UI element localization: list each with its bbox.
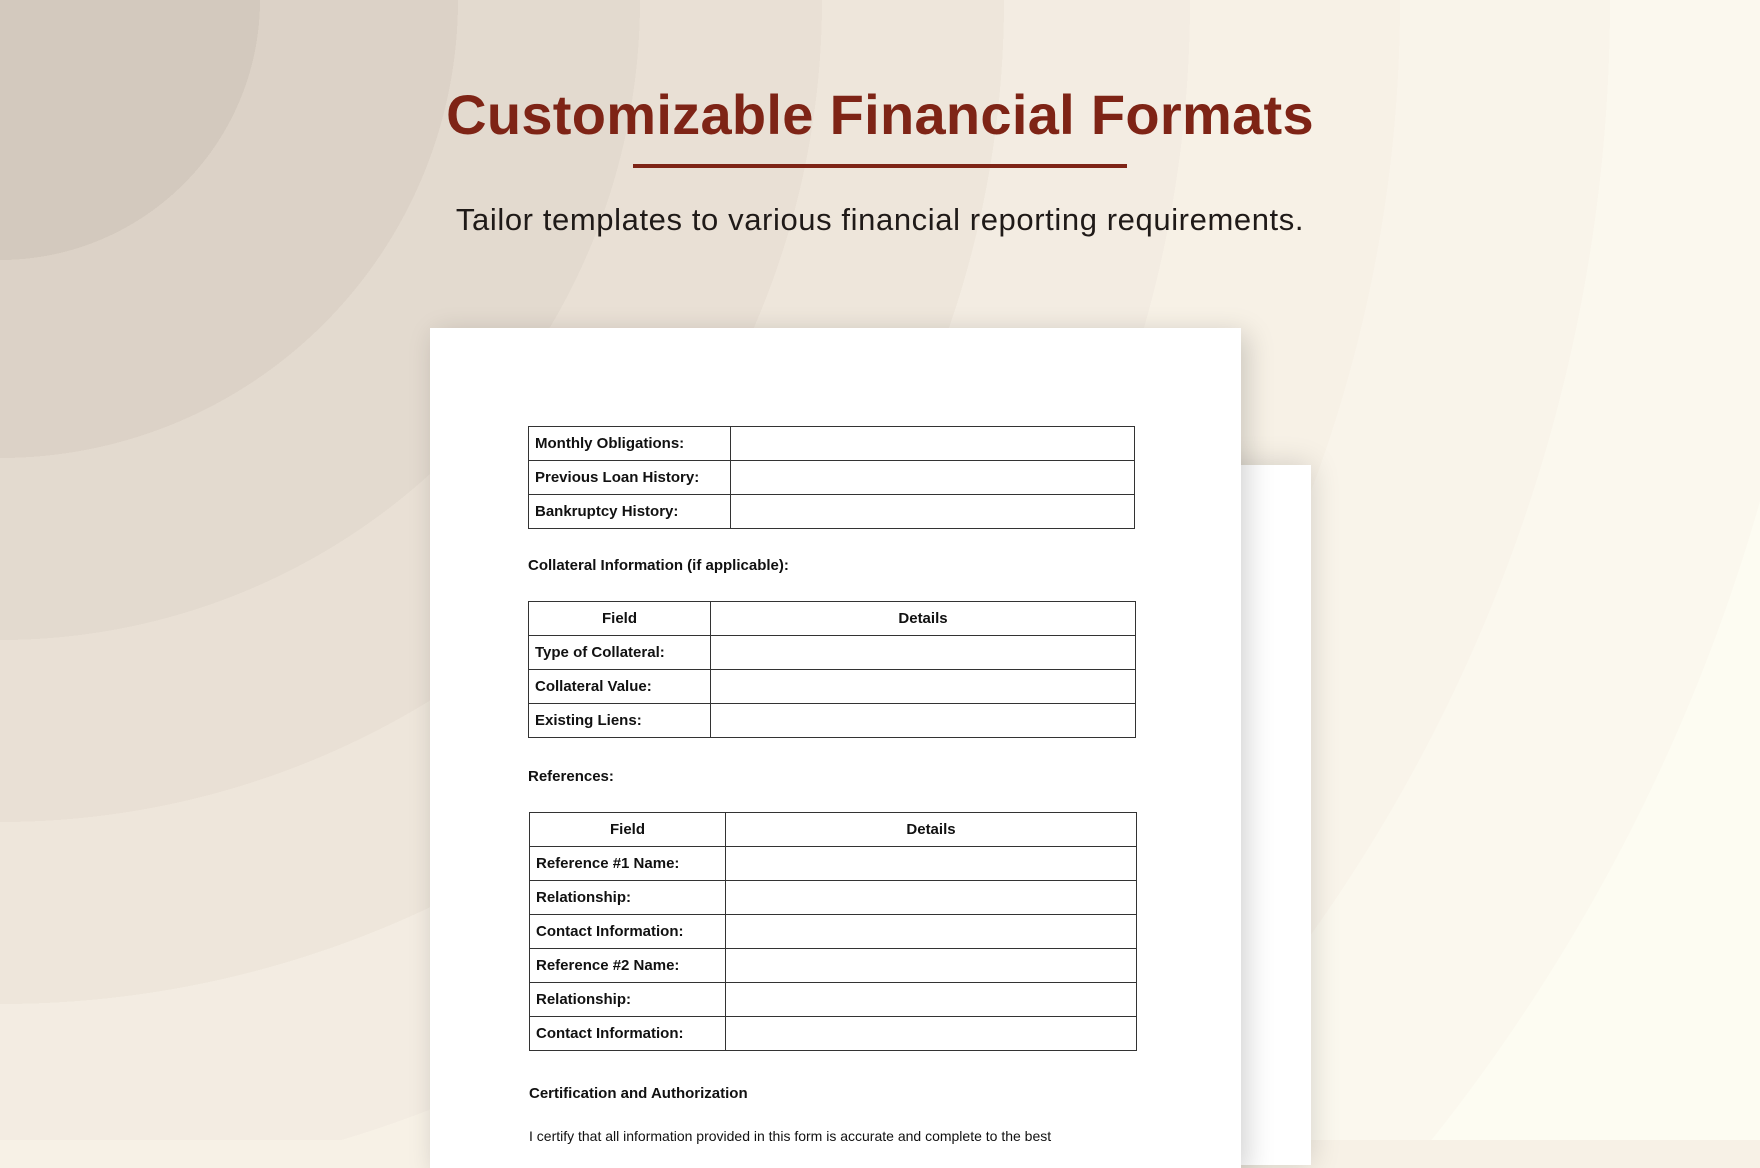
- row-label: Bankruptcy History:: [529, 495, 731, 529]
- row-label: Collateral Value:: [529, 670, 711, 704]
- table-header-row: [529, 602, 1136, 636]
- row-value-field[interactable]: [731, 495, 1135, 529]
- collateral-table: [528, 601, 1136, 738]
- row-value-field[interactable]: [726, 881, 1137, 915]
- table-row: [529, 636, 1136, 670]
- table-row: [529, 704, 1136, 738]
- table-row: [529, 495, 1135, 529]
- row-label: Monthly Obligations:: [529, 427, 731, 461]
- table-row: [530, 949, 1137, 983]
- column-header-field: Field: [530, 813, 726, 847]
- row-value-field[interactable]: [731, 461, 1135, 495]
- column-header-field: Field: [529, 602, 711, 636]
- table-row: [530, 847, 1137, 881]
- row-value-field[interactable]: [726, 847, 1137, 881]
- row-label: Previous Loan History:: [529, 461, 731, 495]
- row-label: Existing Liens:: [529, 704, 711, 738]
- row-value-field[interactable]: [711, 636, 1136, 670]
- table-header-row: [530, 813, 1137, 847]
- certification-text: I certify that all information provided in this form is accurate and complete to the best: [529, 1128, 1052, 1144]
- row-value-field[interactable]: [726, 983, 1137, 1017]
- row-label: Contact Information:: [530, 915, 726, 949]
- column-header-details: Details: [726, 813, 1137, 847]
- column-header-details: Details: [711, 602, 1136, 636]
- page-title: Customizable Financial Formats: [446, 83, 1314, 146]
- table-row: [530, 881, 1137, 915]
- row-label: Reference #2 Name:: [530, 949, 726, 983]
- row-label: Reference #1 Name:: [530, 847, 726, 881]
- page-subtitle: Tailor templates to various financial reporting requirements.: [455, 202, 1305, 237]
- table-row: [529, 461, 1135, 495]
- row-label: Relationship:: [530, 881, 726, 915]
- row-label: Type of Collateral:: [529, 636, 711, 670]
- table-row: [529, 670, 1136, 704]
- obligations-table: [528, 426, 1135, 529]
- row-label: Relationship:: [530, 983, 726, 1017]
- table-row: [530, 915, 1137, 949]
- document-page: [430, 328, 1241, 1168]
- row-value-field[interactable]: [726, 949, 1137, 983]
- collateral-heading: Collateral Information (if applicable):: [528, 557, 789, 574]
- table-row: [529, 427, 1135, 461]
- row-value-field[interactable]: [726, 1017, 1137, 1051]
- references-table: [529, 812, 1137, 1051]
- row-label: Contact Information:: [530, 1017, 726, 1051]
- table-row: [530, 983, 1137, 1017]
- row-value-field[interactable]: [711, 670, 1136, 704]
- row-value-field[interactable]: [711, 704, 1136, 738]
- title-underline: [633, 164, 1127, 168]
- row-value-field[interactable]: [731, 427, 1135, 461]
- table-row: [530, 1017, 1137, 1051]
- references-heading: References:: [528, 768, 614, 785]
- row-value-field[interactable]: [726, 915, 1137, 949]
- certification-heading: Certification and Authorization: [529, 1085, 748, 1102]
